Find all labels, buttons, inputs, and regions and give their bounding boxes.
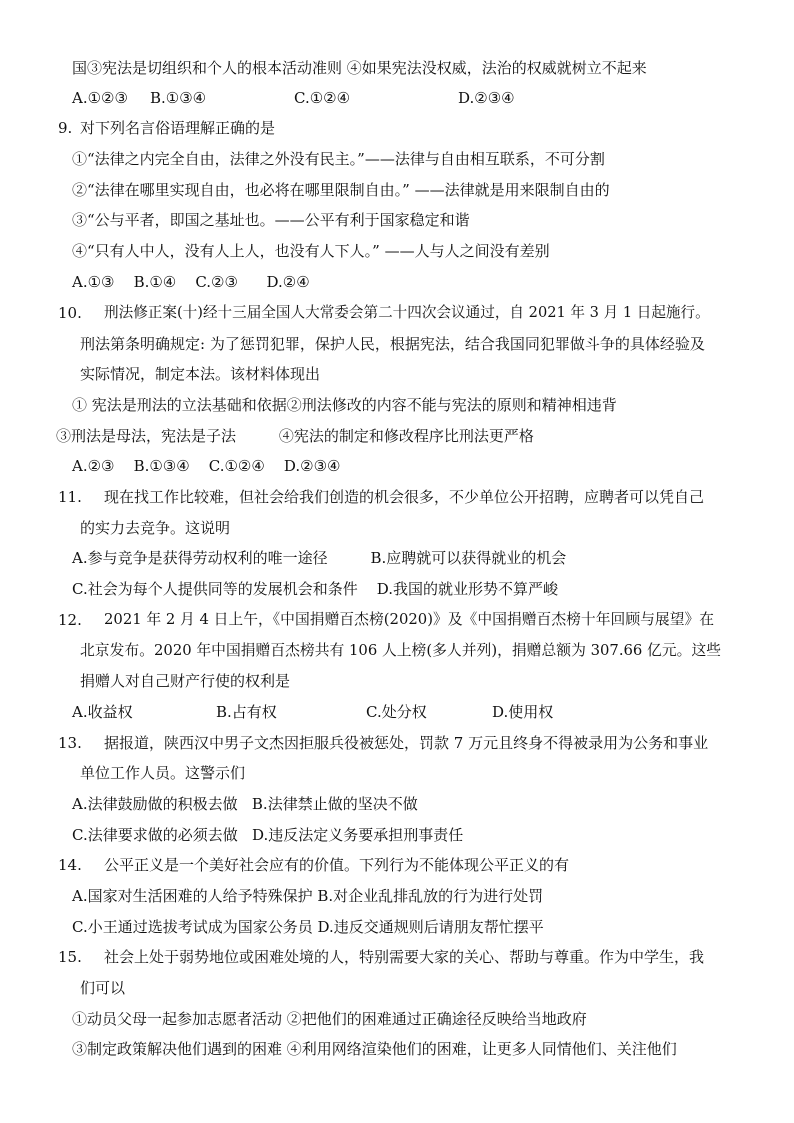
q12-stem-line-3: 捐赠人对自己财产行使的权利是 (80, 672, 291, 690)
q15-statement-1: ①动员父母一起参加志愿者活动 ②把他们的困难通过正确途径反映给当地政府 (72, 1010, 587, 1028)
q10-stem-line-2: 刑法第条明确规定: 为了惩罚犯罪，保护人民，根据宪法，结合我国同犯罪做斗争的具体经验及 (80, 335, 705, 353)
q14-options-row-2: C.小王通过选拔考试成为国家公务员 D.违反交通规则后请朋友帮忙摆平 (72, 918, 544, 936)
q15-number: 15. (58, 948, 82, 966)
q10-statement-2: ③刑法是母法，宪法是子法 ④宪法的制定和修改程序比刑法更严格 (56, 427, 534, 445)
q8-option-a: A.①②③ (72, 89, 128, 107)
q11-options-row-2: C.社会为每个人提供同等的发展机会和条件 D.我国的就业形势不算严峻 (72, 580, 559, 598)
q9-number: 9. (58, 119, 73, 137)
q12-stem-line-2: 北京发布。2020 年中国捐赠百杰榜共有 106 人上榜(多人并列)，捐赠总额为 307.66 亿元。这些 (80, 642, 722, 659)
q11-options-row-1: A.参与竞争是获得劳动权利的唯一途径 B.应聘就可以获得就业的机会 (72, 549, 567, 567)
q9-statement-4: ④“只有人中人，没有人上人，也没有人下人。” ——人与人之间没有差别 (72, 242, 550, 260)
q9-statement-2: ②“法律在哪里实现自由，也必将在哪里限制自由。” ——法律就是用来限制自由的 (72, 181, 610, 199)
q9-statement-3: ③“公与平者，即国之基址也。——公平有利于国家稳定和谐 (72, 211, 470, 229)
q15-statement-2: ③制定政策解决他们遇到的困难 ④利用网络渲染他们的困难，让更多人同情他们、关注他们 (72, 1040, 677, 1058)
q11-number: 11. (58, 488, 82, 506)
q12-stem-line-1: 2021 年 2 月 4 日上午，《中国捐赠百杰榜(2020)》及《中国捐赠百杰榜十年回顾与展望》在 (104, 611, 715, 628)
q12-option-d: D.使用权 (492, 703, 554, 721)
q13-options-row-2: C.法律要求做的必须去做 D.违反法定义务要承担刑事责任 (72, 826, 464, 844)
q9-options: A.①③ B.①④ C.②③ D.②④ (72, 273, 310, 291)
q14-number: 14. (58, 856, 82, 874)
q8-option-c: C.①②④ (294, 89, 351, 107)
q12-option-c: C.处分权 (366, 703, 427, 721)
q13-options-row-1: A.法律鼓励做的积极去做 B.法律禁止做的坚决不做 (72, 795, 418, 813)
q10-stem-line-1: 刑法修正案(十)经十三届全国人大常委会第二十四次会议通过，自 2021 年 3 月 1 日起施行。 (104, 304, 710, 321)
q10-number: 10. (58, 304, 82, 322)
q11-stem-line-2: 的实力去竞争。这说明 (80, 519, 231, 537)
q15-stem-line-2: 们可以 (80, 979, 126, 997)
q10-options: A.②③ B.①③④ C.①②④ D.②③④ (72, 457, 341, 475)
q14-stem: 公平正义是一个美好社会应有的价值。下列行为不能体现公平正义的有 (104, 856, 570, 874)
q10-stem-line-3: 实际情况，制定本法。该材料体现出 (80, 365, 321, 383)
q12-option-b: B.占有权 (216, 703, 277, 721)
q13-stem-line-1: 据报道，陕西汉中男子文杰因拒服兵役被惩处，罚款 7 万元且终身不得被录用为公务和事业 (104, 734, 709, 752)
q8-statement-line: 国③宪法是切组织和个人的根本活动准则 ④如果宪法没权威，法治的权威就树立不起来 (72, 59, 647, 77)
q13-stem-line-2: 单位工作人员。这警示们 (80, 764, 246, 782)
q10-statement-1: ① 宪法是刑法的立法基础和依据②刑法修改的内容不能与宪法的原则和精神相违背 (72, 396, 617, 414)
q15-stem-line-1: 社会上处于弱势地位或困难处境的人，特别需要大家的关心、帮助与尊重。作为中学生，我 (104, 948, 705, 966)
q12-number: 12. (58, 611, 82, 629)
q14-options-row-1: A.国家对生活困难的人给予特殊保护 B.对企业乱排乱放的行为进行处罚 (72, 887, 544, 905)
q8-option-b: B.①③④ (150, 89, 207, 107)
q11-stem-line-1: 现在找工作比较难，但社会给我们创造的机会很多，不少单位公开招聘，应聘者可以凭自己 (104, 488, 705, 506)
q13-number: 13. (58, 734, 82, 752)
q12-option-a: A.收益权 (72, 703, 133, 721)
q8-option-d: D.②③④ (458, 89, 515, 107)
q9-stem: 对下列名言俗语理解正确的是 (80, 119, 276, 137)
q9-statement-1: ①“法律之内完全自由，法律之外没有民主。”——法律与自由相互联系，不可分割 (72, 150, 605, 168)
